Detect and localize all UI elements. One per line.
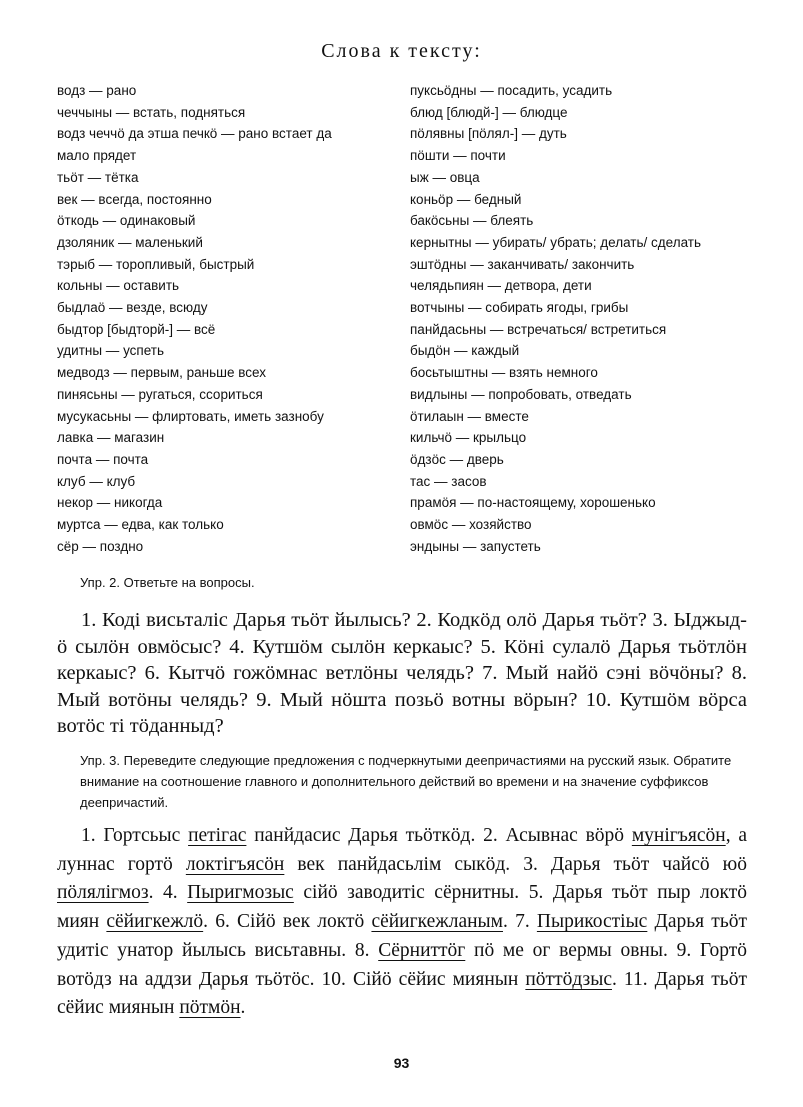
sentence-text: пӧ ме ог вермы овны. 9. Гортӧ вотӧдз на аддзи Дарья тьӧтӧс. 10. Сiйӧ сёйис миянын [57,939,747,990]
underlined-gerund: петiгас [188,825,247,846]
vocab-entry: челядьпиян — детвора, дети [410,278,592,294]
vocab-entry: кернытны — убирать/ убрать; делать/ сделать [410,234,701,250]
underlined-gerund: локтiгъясӧн [185,853,285,875]
vocabulary-right-column [410,80,750,557]
vocabulary-title: Слова к тексту: [321,40,482,62]
vocab-entry: пӧлявны [пӧлял-] — дуть [410,126,567,142]
sentence-text: . 4. [148,882,188,904]
exercise-2-heading: Упр. 2. Ответьте на вопросы. [80,575,255,590]
sentence-text: Дарья тьӧт удитiс унатор йылысь висьтавны. 8. [57,911,747,961]
sentence-text: век панйдасьлiм сыкӧд. 3. Дарья тьӧт чайсӧ юӧ [284,853,747,875]
vocab-entry: пӧшти — почти [410,148,506,164]
vocab-entry: прамӧя — по-настоящему, хорошенько [410,495,656,511]
vocab-entry: муртса — едва, как только [57,517,224,533]
vocab-entry: панйдасьны — встречаться/ встретиться [410,321,667,337]
underlined-gerund: сёйигкежлӧ [106,911,204,933]
vocab-entry: клуб — клуб [57,473,136,489]
vocab-entry: ӧткодь — одинаковый [57,213,196,229]
exercise-2-text: 1. Кодi висьталiс Дарья тьӧт йылысь? 2. Кодкӧд олӧ Дарья тьӧт? 3. Ыджыд-ӧ сылӧн овмӧсыс? 4. Кутшӧм сылӧн керкаыс? 5. Кӧнi сулалӧ Дарья тьӧтлӧн керкаыс? 6. Кытчӧ гожӧмнас ветлӧны челядь? 7. Мый найӧ сэнi вӧчӧны? 8. Мый вотӧны челядь? 9. Мый нӧшта позьӧ вотны вӧрын? 10. Кутшӧм вӧрса вотӧс тi тӧданныд? [57,609,747,737]
vocab-entry: тас — засов [410,473,487,489]
vocab-entry: ыж — овца [410,169,480,185]
vocab-entry: ӧдзӧс — дверь [410,451,504,467]
sentence-text: . 11. Дарья тьӧт сёйис миянын [57,968,747,1019]
vocab-entry: дзоляник — маленький [57,234,203,250]
vocab-entry: коньӧр — бедный [410,191,522,207]
vocab-entry: водз чеччӧ да этша печкӧ — рано встает да [57,126,332,142]
underlined-gerund: Сёрниттӧг [378,939,466,961]
vocab-entry: ӧтилаын — вместе [410,408,529,424]
sentence-text: . 6. Сiйӧ век локтӧ [203,911,372,933]
vocab-entry: тэрыб — торопливый, быстрый [57,256,255,272]
vocab-entry: быдӧн — каждый [410,343,520,359]
vocab-entry: мало прядет [57,148,137,164]
vocab-entry: тьӧт — тётка [57,169,139,185]
vocabulary-left-column [57,80,397,557]
underlined-gerund: сёйигкежланым [371,911,503,933]
vocab-entry: век — всегда, постоянно [57,191,212,207]
vocab-entry: некор — никогда [57,495,163,511]
vocab-entry: кильчӧ — крыльцо [410,430,527,446]
sentence-text: панйдасис Дарья тьӧткӧд. 2. Асывнас вӧрӧ [246,825,632,846]
underlined-gerund: пӧттӧдзыс [525,968,612,990]
sentence-text: . 7. [503,911,537,933]
sentence-text: 1. Гортсьыс [81,825,189,846]
vocab-entry: овмӧс — хозяйство [410,517,532,533]
vocab-entry: медводз — первым, раньше всех [57,365,266,381]
vocab-entry: чеччыны — встать, подняться [57,104,246,120]
underlined-gerund: Пырикостiыс [536,911,648,933]
vocab-entry: эндыны — запустеть [410,538,541,554]
vocab-entry: пинясьны — ругаться, ссориться [57,386,263,402]
sentence-text: сiйӧ заводитiс сёрнитны. 5. Дарья тьӧт пыр локтӧ миян [57,882,748,933]
vocab-entry: водз — рано [57,83,137,98]
underlined-gerund: мунiгъясӧн [631,825,726,846]
vocab-entry: быдлаӧ — везде, всюду [57,300,208,316]
exercise-3-text [57,822,747,1023]
vocab-entry: вотчыны — собирать ягоды, грибы [410,300,629,316]
vocab-entry: сёр — поздно [57,538,144,554]
vocab-entry: лавка — магазин [57,430,165,446]
underlined-gerund: пӧтмӧн [179,997,241,1019]
exercise-3-heading: Упр. 3. Переведите следующие предложения с подчеркнутыми деепричастиями на русский язык. Обратите внимание на соотношение главного и дополнительного действий во времени и на значение суффиксов деепричастий. [80,753,732,810]
vocab-entry: босьтыштны — взять немного [410,365,598,381]
vocab-entry: эштӧдны — заканчивать/ закончить [410,256,635,272]
vocab-entry: почта — почта [57,451,149,467]
vocab-entry: пуксьӧдны — посадить, усадить [410,83,613,98]
vocab-entry: видлыны — попробовать, отведать [410,386,632,402]
vocab-entry: удитны — успеть [57,343,164,359]
underlined-gerund: пӧлялiгмоз [57,882,149,904]
sentence-text: . [240,997,246,1019]
page-number: 93 [393,1055,410,1071]
underlined-gerund: Пыригмозыс [187,882,294,904]
sentence-text: , а луннас гортӧ [57,825,748,875]
vocab-entry: быдтор [быдторй-] — всё [57,321,216,337]
vocab-entry: блюд [блюдй-] — блюдце [410,104,568,120]
vocab-entry: кольны — оставить [57,278,180,294]
vocab-entry: мусукасьны — флиртовать, иметь зазнобу [57,408,324,424]
vocab-entry: бакӧсьны — блеять [410,213,534,229]
